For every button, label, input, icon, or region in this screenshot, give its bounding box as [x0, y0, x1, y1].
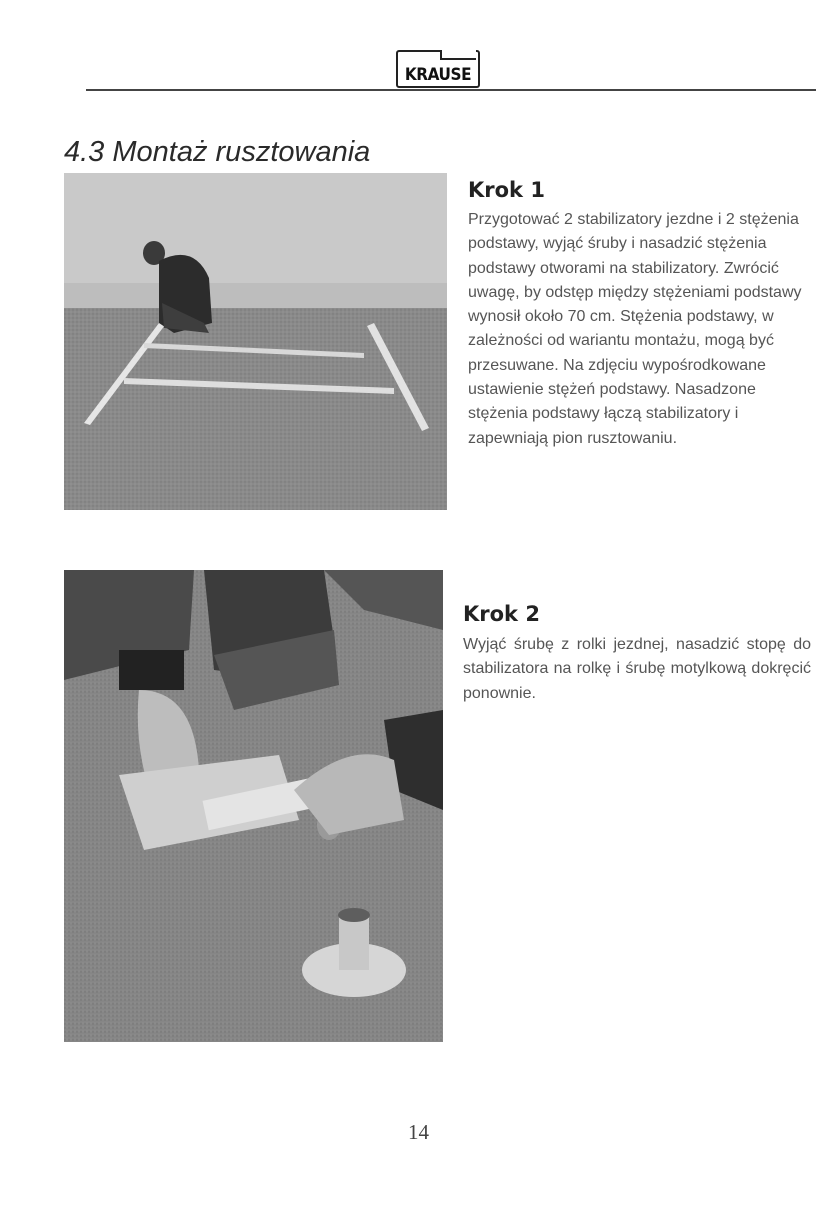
step-1-text: Przygotować 2 stabilizatory jezdne i 2 stężenia podstawy, wyjąć śruby i nasadzić stężenia podstawy otworami na stabilizatory. Zwrócić uwagę, by odstęp między stężeniami podstawy wynosił około 70 cm. Stężenia podstawy, w zależności od wariantu montażu, mogą być przesuwane. Na zdjęciu wypośrodkowane ustawienie stężeń podstawy. Nasadzone stężenia podstawy łączą stabilizatory i zapewniają pion rusztowaniu.: [468, 211, 802, 447]
logo-text: KRAUSE: [404, 65, 472, 85]
step-1-title: Krok 1: [468, 178, 545, 202]
section-title: 4.3 Montaż rusztowania: [64, 136, 371, 168]
step-2-text: Wyjąć śrubę z rolki jezdnej, nasadzić stopę do stabilizatora na rolkę i śrubę motylkową dokręcić ponownie.: [463, 636, 811, 702]
logo-notch: [440, 50, 476, 60]
step-2-title: Krok 2: [463, 602, 540, 626]
step-2-photo: [64, 570, 443, 1042]
header-rule: [86, 89, 816, 91]
step-1-photo: [64, 173, 447, 510]
page-number: 14: [408, 1120, 429, 1144]
krause-logo: [396, 50, 480, 88]
